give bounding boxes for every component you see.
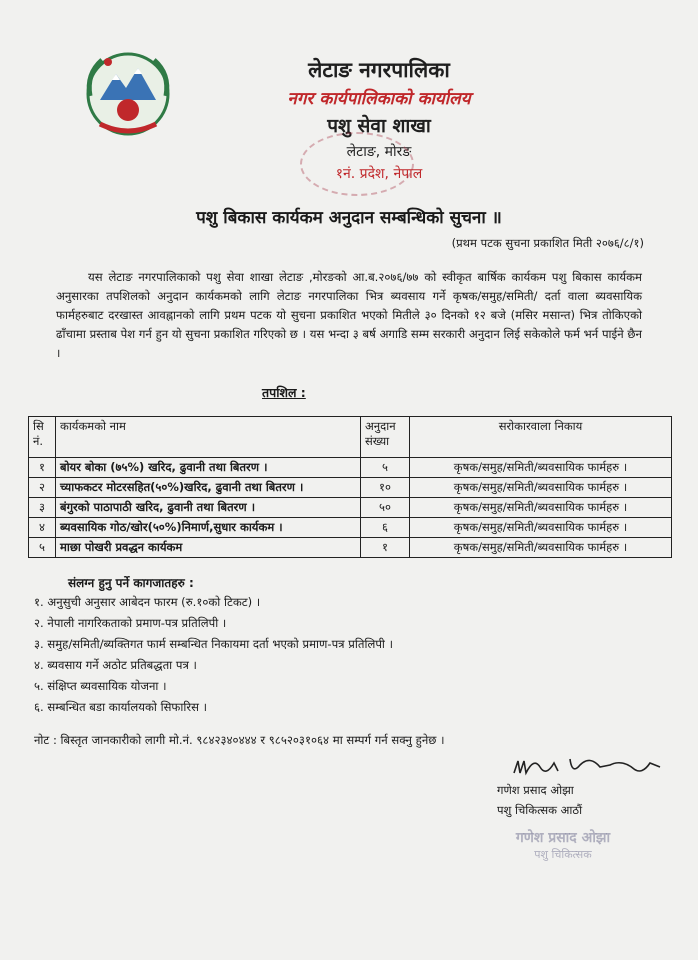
row-qty: ५ <box>361 458 410 478</box>
signatory-title: पशु चिकित्सक आठौं <box>497 803 583 817</box>
row-qty: ६ <box>361 518 410 538</box>
row-qty: ५० <box>361 498 410 518</box>
row-org: कृषक/समुह/समिती/ब्यवसायिक फार्महरु । <box>410 498 672 518</box>
col-qty: अनुदान संख्या <box>361 417 410 458</box>
faded-stamp <box>300 132 414 196</box>
location: लेटाङ, मोरङ <box>346 144 412 160</box>
row-org: कृषक/समुह/समिती/ब्यवसायिक फार्महरु । <box>410 538 672 558</box>
contact-note: नोट : बिस्तृत जानकारीको लागी मो.नं. ९८४२३४०४४४ र ९८५२०३१०६४ मा सम्पर्ग गर्न सक्नु हुनेछ । <box>34 733 445 747</box>
list-item: ६. सम्बन्धित बडा कार्यालयको सिफारिस । <box>34 700 208 714</box>
col-sn: सि नं. <box>29 417 56 458</box>
office-name: नगर कार्यपालिकाको कार्यालय <box>287 89 471 109</box>
row-org: कृषक/समुह/समिती/ब्यवसायिक फार्महरु । <box>410 518 672 538</box>
col-name: कार्यकमको नाम <box>56 417 361 458</box>
list-item: २. नेपाली नागरिकताको प्रमाण-पत्र प्रतिलिपी । <box>34 616 227 630</box>
documents-heading: संलग्न हुनु पर्ने कागजातहरु : <box>68 576 194 590</box>
table-row <box>29 498 672 518</box>
list-item: ४. ब्यवसाय गर्ने अठोट प्रतिबद्धता पत्र । <box>34 658 197 672</box>
table-row <box>29 458 672 478</box>
province: १नं. प्रदेश, नेपाल <box>335 166 423 182</box>
signature-icon <box>510 753 670 781</box>
signatory-name: गणेश प्रसाद ओझा <box>497 783 574 797</box>
row-name: च्याफकटर मोटरसहित(५०%)खरिद, ढुवानी तथा बितरण । <box>56 478 361 498</box>
row-sn: ३ <box>29 498 56 518</box>
row-org: कृषक/समुह/समिती/ब्यवसायिक फार्महरु । <box>410 478 672 498</box>
list-item: ५. संक्षिप्त ब्यवसायिक योजना । <box>34 679 167 693</box>
list-item: ३. समुह/समिती/ब्यक्तिगत फार्म सम्बन्धित निकायमा दर्ता भएको प्रमाण-पत्र प्रतिलिपी । <box>34 637 394 651</box>
branch-name: पशु सेवा शाखा <box>327 115 431 137</box>
municipality-name: लेटाङ नगरपालिका <box>308 58 450 82</box>
notice-title: पशु बिकास कार्यकम अनुदान सम्बन्धिको सुचना ॥ <box>196 208 502 228</box>
row-sn: २ <box>29 478 56 498</box>
row-sn: १ <box>29 458 56 478</box>
notice-body: यस लेटाङ नगरपालिकाको पशु सेवा शाखा लेटाङ ,मोरङको आ.ब.२०७६/७७ को स्वीकृत बार्षिक कार्यकम पशु बिकास कार्यकम अनुसारका तपशिलको अनुदान कार्यकमको लागि लेटाङ नगरपालिका भित्र ब्यवसाय गर्ने कृषक/समुह/समिती/ दर्ता वाला ब्यवसायिक फार्महरुबाट दरखास्त आवह्नानको लागि प्रथम पटक यो सुचना प्रकाशित भएको मितीले ३० दिनको १२ बजे (मसिर मसान्त) भित्र तोकिएको ढाँचामा प्रस्ताब पेश गर्न हुन यो सुचना प्रकाशित गरिएको छ । यस भन्दा ३ बर्ष अगाडि सम्म सरकारी अनुदान लिई सकेकोले फर्म भर्न पाईने छैन । <box>56 270 642 360</box>
col-org: सरोकारवाला निकाय <box>410 417 672 458</box>
row-sn: ४ <box>29 518 56 538</box>
seal-name: गणेश प्रसाद ओझा <box>515 830 611 846</box>
row-name: बंगुरको पाठापाठी खरिद, ढुवानी तथा बितरण । <box>56 498 361 518</box>
table-header-row <box>29 417 672 458</box>
table-row <box>29 478 672 498</box>
publish-date-note: (प्रथम पटक सुचना प्रकाशित मिती २०७६/८/१) <box>451 236 644 250</box>
row-sn: ५ <box>29 538 56 558</box>
row-name: माछा पोखरी प्रवद्धन कार्यकम <box>56 538 361 558</box>
table-row <box>29 538 672 558</box>
program-table <box>28 416 672 558</box>
row-name: बोयर बोका (७५%) खरिद, ढुवानी तथा बितरण । <box>56 458 361 478</box>
documents-list <box>34 592 393 718</box>
row-qty: १० <box>361 478 410 498</box>
seal-title: पशु चिकित्सक <box>534 848 592 861</box>
row-name: ब्यवसायिक गोठ/खोर(५०%)निमार्ण,सुधार कार्यकम । <box>56 518 361 538</box>
table-heading: तपशिल : <box>262 385 306 400</box>
row-org: कृषक/समुह/समिती/ब्यवसायिक फार्महरु । <box>410 458 672 478</box>
row-qty: १ <box>361 538 410 558</box>
table-row <box>29 518 672 538</box>
name-seal <box>478 826 648 874</box>
list-item: १. अनुसुची अनुसार आबेदन फारम (रु.१०को टिकट) । <box>34 595 261 609</box>
